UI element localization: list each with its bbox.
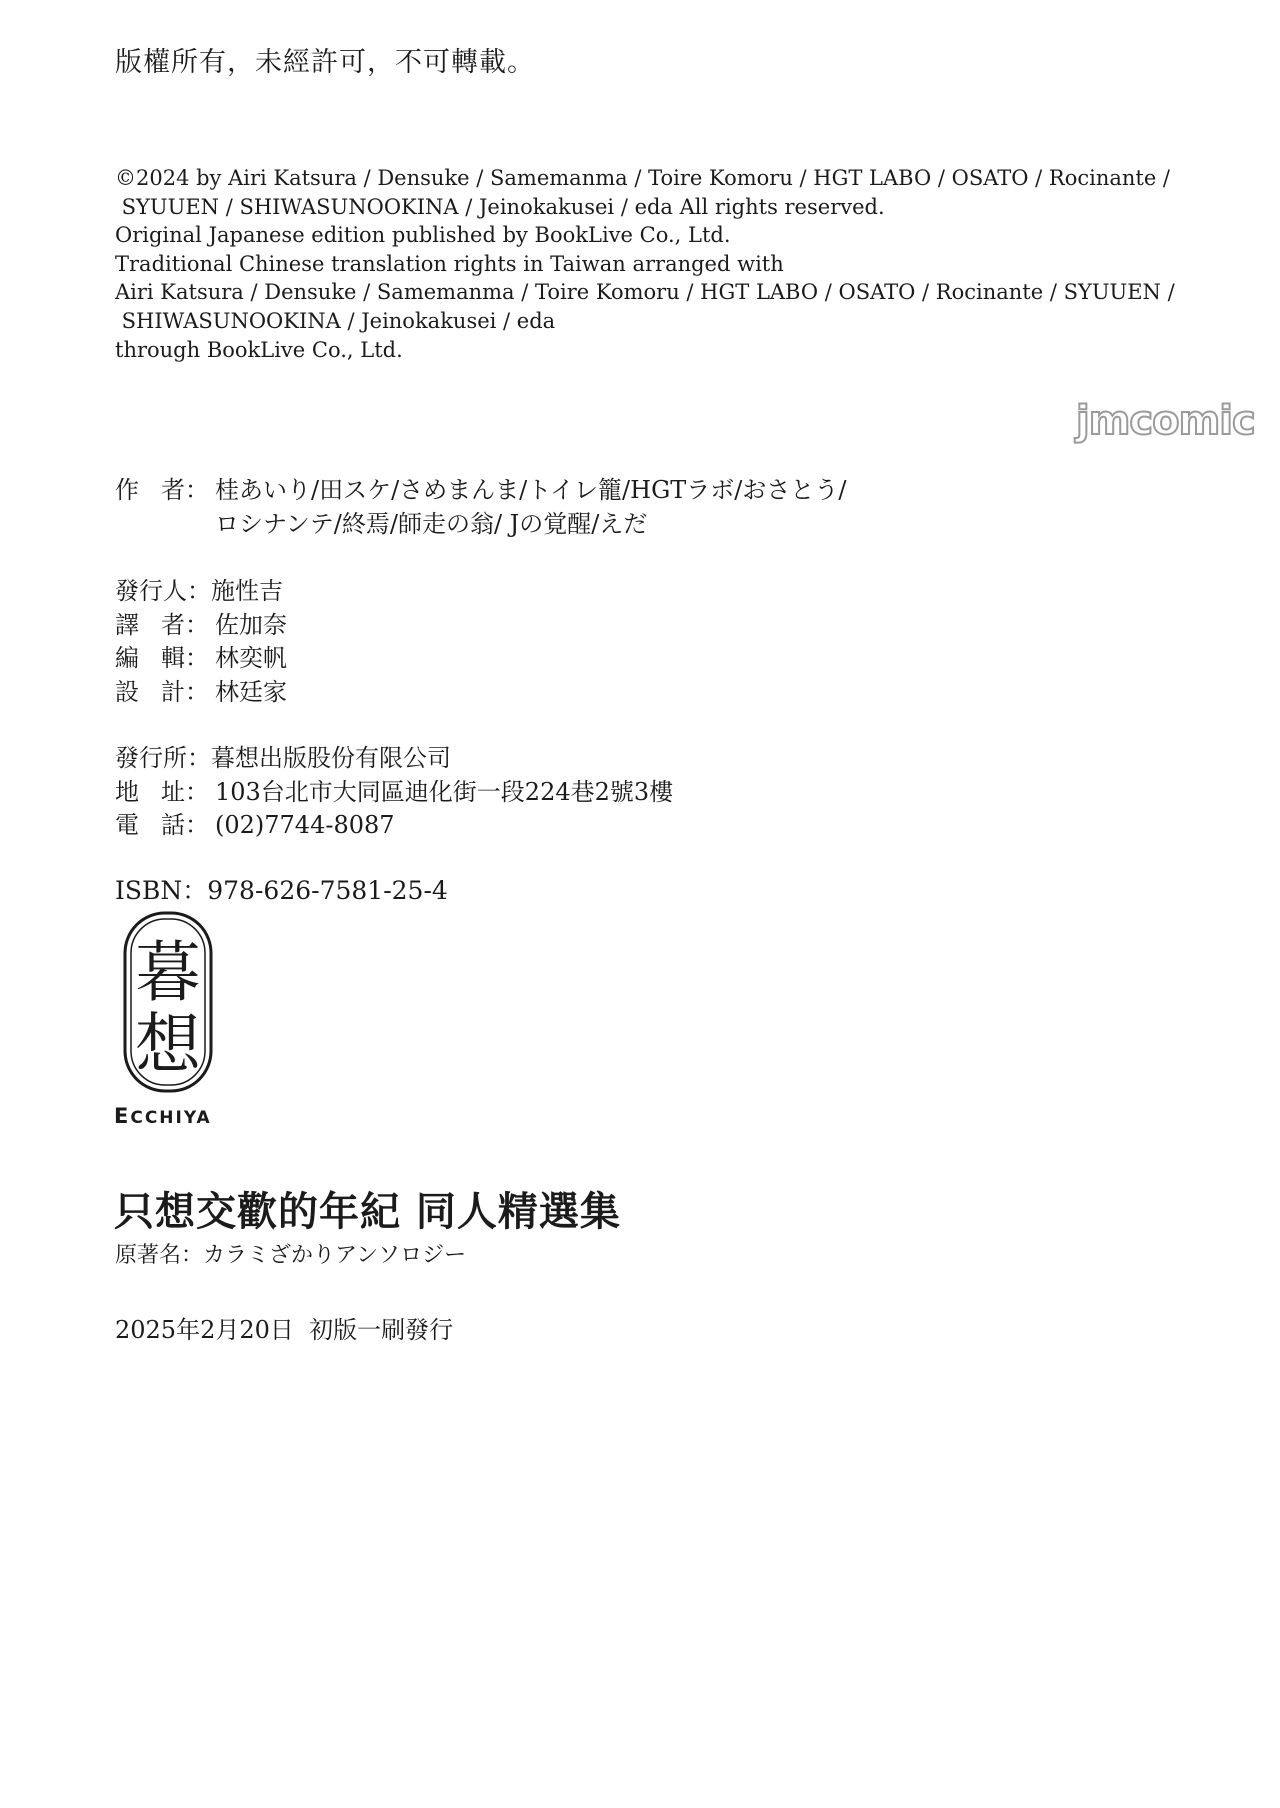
isbn-line: [115, 876, 448, 900]
staff-label: 譯 者: [115, 610, 185, 639]
original-title: 原著名：カラミざかりアンソロジー: [115, 1243, 467, 1268]
seal-caption-rest: CCHIYA: [130, 1108, 212, 1128]
staff-label: 編 輯: [115, 644, 185, 672]
copyright-line: Traditional Chinese translation rights in Taiwan arranged with: [115, 251, 784, 276]
publisher-row-house: [115, 742, 673, 776]
publisher-value: 暮想出版股份有限公司: [211, 744, 451, 772]
staff-value: 佐加奈: [215, 610, 287, 639]
publisher-seal-logo: [122, 910, 214, 1094]
publisher-row-phone: 電 話 ： (02)7744-8087: [115, 809, 673, 843]
seal-caption-initial: E: [114, 1104, 131, 1128]
jmcomic-watermark: jmcomic: [1076, 398, 1255, 444]
staff-value: 林奕帆: [215, 644, 287, 672]
author-label: 作 者: [115, 476, 185, 504]
isbn-text: ISBN：978-626-7581-25-4: [115, 876, 448, 900]
staff-value: 施性吉: [211, 577, 283, 605]
staff-row-designer: 設 計 ： 林廷家: [115, 676, 287, 710]
author-row: [115, 474, 846, 508]
staff-row-publisher-person: [115, 575, 287, 609]
author-names-line-1: 桂あいり/田スケ/さめまんま/トイレ籠/HGTラボ/おさとう/: [215, 476, 847, 504]
staff-block: [115, 575, 287, 709]
publisher-block: [115, 742, 673, 843]
staff-value: 林廷家: [215, 677, 287, 706]
author-names-line-2: ロシナンテ/終焉/師走の翁/ Jの覚醒/えだ: [215, 509, 648, 538]
publisher-label: 電 話: [115, 811, 185, 839]
staff-row-editor: 編 輯 ： 林奕帆: [115, 642, 287, 676]
seal-char-1: 暮: [135, 934, 201, 1011]
staff-row-translator: 譯 者 ： 佐加奈: [115, 609, 287, 643]
publisher-label: 發行所：: [115, 744, 211, 772]
rights-notice: 版權所有，未經許可，不可轉載。: [115, 47, 535, 78]
colon: ：: [185, 476, 209, 504]
copyright-line: SYUUEN / SHIWASUNOOKINA / Jeinokakusei / eda All rights reserved.: [115, 194, 885, 219]
staff-label: 發行人：: [115, 577, 211, 605]
copyright-line: ©2024 by Airi Katsura / Densuke / Samemanma / Toire Komoru / HGT LABO / OSATO / Rocinante /: [115, 166, 1171, 190]
copyright-line: Airi Katsura / Densuke / Samemanma / Toire Komoru / HGT LABO / OSATO / Rocinante / SYUUEN /: [115, 280, 1175, 305]
staff-label: 設 計: [115, 677, 185, 706]
author-row-cont: [115, 508, 846, 542]
copyright-line: Original Japanese edition published by BookLive Co., Ltd.: [115, 223, 731, 248]
seal-char-2: 想: [135, 1006, 201, 1083]
publisher-value: (02)7744-8087: [215, 811, 395, 839]
book-title: 只想交歡的年紀 同人精選集: [114, 1188, 621, 1235]
publisher-value: 103台北市大同區迪化街一段224巷2號3樓: [215, 777, 674, 806]
copyright-line: through BookLive Co., Ltd.: [115, 337, 403, 362]
copyright-line: SHIWASUNOOKINA / Jeinokakusei / eda: [115, 308, 556, 333]
edition-line: 2025年2月20日 初版一刷發行: [115, 1316, 454, 1344]
copyright-block: [115, 164, 1175, 364]
author-block: [115, 474, 846, 541]
seal-caption: [114, 1104, 212, 1128]
publisher-row-address: 地 址 ： 103台北市大同區迪化街一段224巷2號3樓: [115, 776, 673, 810]
publisher-label: 地 址: [115, 777, 185, 806]
